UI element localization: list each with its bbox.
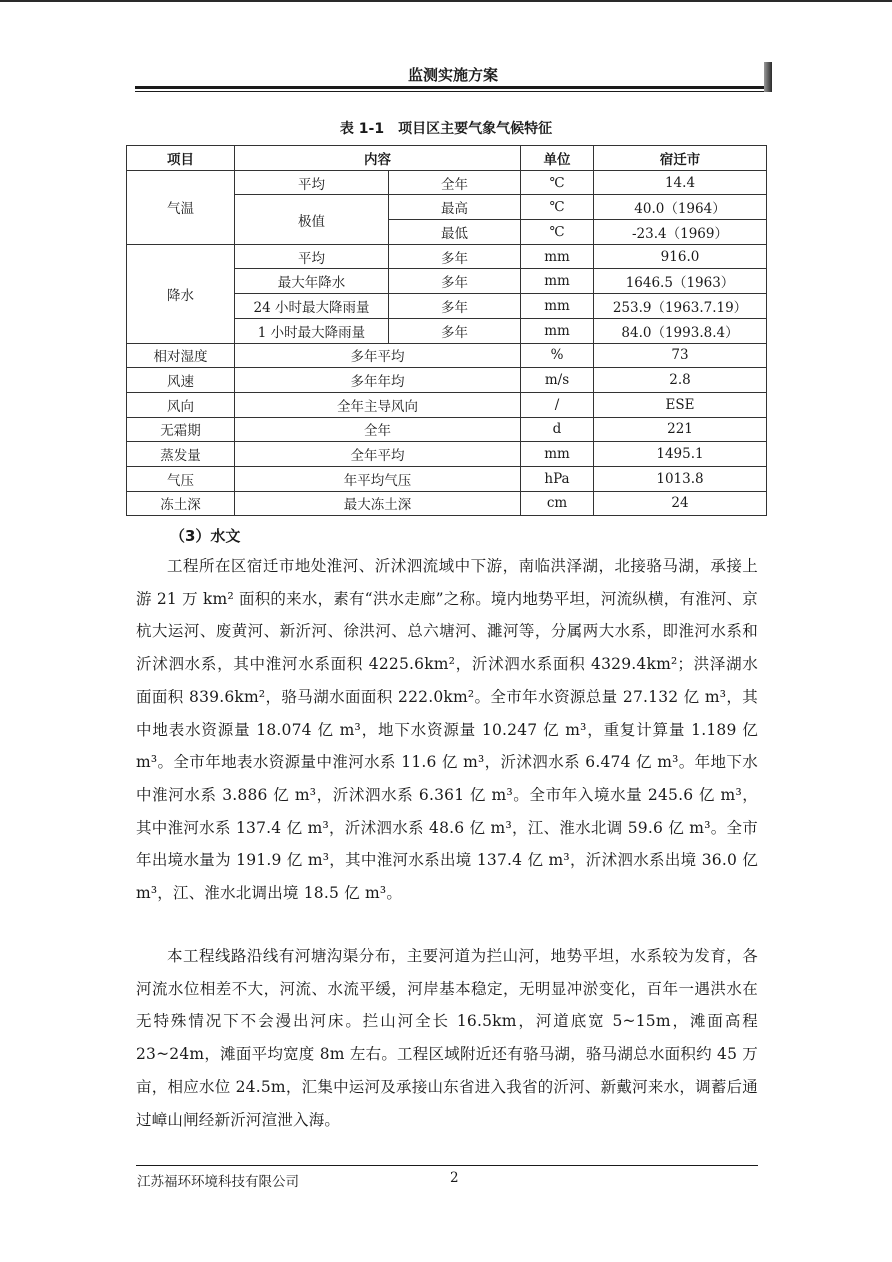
header-content: 内容 — [235, 146, 521, 171]
cell-content: 极值 — [235, 195, 389, 244]
cell-content: 全年主导风向 — [235, 392, 521, 417]
cell-content: 1 小时最大降雨量 — [235, 318, 389, 343]
section-heading: （3）水文 — [170, 527, 241, 545]
cell-unit: hPa — [521, 466, 594, 491]
cell-value: 221 — [594, 417, 767, 442]
table-row — [127, 244, 767, 269]
cell-period: 最高 — [389, 195, 521, 220]
cell-content: 全年 — [235, 417, 521, 442]
cell-content: 多年平均 — [235, 343, 521, 368]
table-row — [127, 491, 767, 516]
cell-unit: mm — [521, 294, 594, 319]
top-border-line — [0, 0, 892, 2]
table-header-row — [127, 146, 767, 171]
cell-period: 多年 — [389, 294, 521, 319]
header-decorative-bar — [764, 62, 772, 92]
cell-value: 24 — [594, 491, 767, 516]
cell-unit: mm — [521, 442, 594, 467]
cell-content: 平均 — [235, 170, 389, 195]
cell-value: 916.0 — [594, 244, 767, 269]
row-label-precipitation: 降水 — [127, 244, 235, 343]
cell-period: 最低 — [389, 220, 521, 245]
row-label: 冻土深 — [127, 491, 235, 516]
row-label: 蒸发量 — [127, 442, 235, 467]
cell-content: 全年平均 — [235, 442, 521, 467]
table-row — [127, 368, 767, 393]
cell-content: 平均 — [235, 244, 389, 269]
cell-content: 多年年均 — [235, 368, 521, 393]
cell-value: 14.4 — [594, 170, 767, 195]
header-rule-thin — [135, 91, 764, 92]
cell-content: 最大年降水 — [235, 269, 389, 294]
header-unit: 单位 — [521, 146, 594, 171]
cell-value: 73 — [594, 343, 767, 368]
cell-content: 最大冻土深 — [235, 491, 521, 516]
table-row — [127, 417, 767, 442]
page-header-title: 监测实施方案 — [407, 66, 498, 84]
row-label: 无霜期 — [127, 417, 235, 442]
table-row — [127, 466, 767, 491]
row-label-temperature: 气温 — [127, 170, 235, 244]
cell-value: 1646.5（1963） — [594, 269, 767, 294]
body-paragraph: 工程所在区宿迁市地处淮河、沂沭泗流域中下游，南临洪泽湖，北接骆马湖，承接上游 21 万 km² 面积的来水，素有“洪水走廊”之称。境内地势平坦，河流纵横，有淮河、京杭大运河、废黄河、新沂河、徐洪河、总六塘河、濉河等，分属两大水系，即淮河水系和沂沭泗水系，其中淮河水系面积 4225.6km²，沂沭泗水系面积 4329.4km²；洪泽湖水面面积 839.6km²，骆马湖水面面积 222.0km²。全市年水资源总量 27.132 亿 m³，其中地表水资源量 18.074 亿 m³，地下水资源量 10.247 亿 m³，重复计算量 1.189 亿 m³。全市年地表水资源量中淮河水系 11.6 亿 m³，沂沭泗水系 6.474 亿 m³。年地下水中淮河水系 3.886 亿 m³，沂沭泗水系 6.361 亿 m³。全市年入境水量 245.6 亿 m³，其中淮河水系 137.4 亿 m³，沂沭泗水系 48.6 亿 m³，江、淮水北调 59.6 亿 m³。全市年出境水量为 191.9 亿 m³，其中淮河水系出境 137.4 亿 m³，沂沭泗水系出境 36.0 亿 m³，江、淮水北调出境 18.5 亿 m³。 — [136, 557, 758, 903]
cell-value: ESE — [594, 392, 767, 417]
cell-unit: mm — [521, 318, 594, 343]
cell-content: 年平均气压 — [235, 466, 521, 491]
cell-value: 40.0（1964） — [594, 195, 767, 220]
cell-value: 1013.8 — [594, 466, 767, 491]
cell-unit: mm — [521, 244, 594, 269]
cell-value: 2.8 — [594, 368, 767, 393]
cell-unit: ℃ — [521, 170, 594, 195]
table-row — [127, 170, 767, 195]
climate-table — [126, 145, 767, 516]
header-item: 项目 — [127, 146, 235, 171]
cell-value: 253.9（1963.7.19） — [594, 294, 767, 319]
cell-unit: % — [521, 343, 594, 368]
cell-value: 84.0（1993.8.4） — [594, 318, 767, 343]
row-label: 风向 — [127, 392, 235, 417]
row-label: 气压 — [127, 466, 235, 491]
cell-unit: mm — [521, 269, 594, 294]
footer-company-name: 江苏福环环境科技有限公司 — [137, 1174, 299, 1190]
cell-unit: cm — [521, 491, 594, 516]
cell-period: 多年 — [389, 318, 521, 343]
cell-value: 1495.1 — [594, 442, 767, 467]
cell-content: 24 小时最大降雨量 — [235, 294, 389, 319]
cell-unit: / — [521, 392, 594, 417]
body-paragraph: 本工程线路沿线有河塘沟渠分布，主要河道为拦山河，地势平坦，水系较为发育，各河流水位相差不大，河流、水流平缓，河岸基本稳定，无明显冲淤变化，百年一遇洪水在无特殊情况下不会漫出河床。拦山河全长 16.5km，河道底宽 5~15m，滩面高程 23~24m，滩面平均宽度 8m 左右。工程区域附近还有骆马湖，骆马湖总水面积约 45 万亩，相应水位 24.5m，汇集中运河及承接山东省进入我省的沂河、新戴河来水，调蓄后通过嶂山闸经新沂河渲泄入海。 — [136, 947, 758, 1129]
cell-unit: d — [521, 417, 594, 442]
table-row — [127, 392, 767, 417]
cell-unit: ℃ — [521, 195, 594, 220]
cell-value: -23.4（1969） — [594, 220, 767, 245]
table-caption: 表 1-1 项目区主要气象气候特征 — [339, 121, 553, 137]
table-row — [127, 343, 767, 368]
cell-unit: m/s — [521, 368, 594, 393]
cell-period: 全年 — [389, 170, 521, 195]
cell-unit: ℃ — [521, 220, 594, 245]
header-city: 宿迁市 — [594, 146, 767, 171]
cell-period: 多年 — [389, 269, 521, 294]
footer-page-number: 2 — [450, 1170, 459, 1186]
row-label: 相对湿度 — [127, 343, 235, 368]
table-row — [127, 442, 767, 467]
cell-period: 多年 — [389, 244, 521, 269]
footer-rule — [136, 1165, 758, 1166]
header-rule-thick — [135, 86, 764, 89]
row-label: 风速 — [127, 368, 235, 393]
